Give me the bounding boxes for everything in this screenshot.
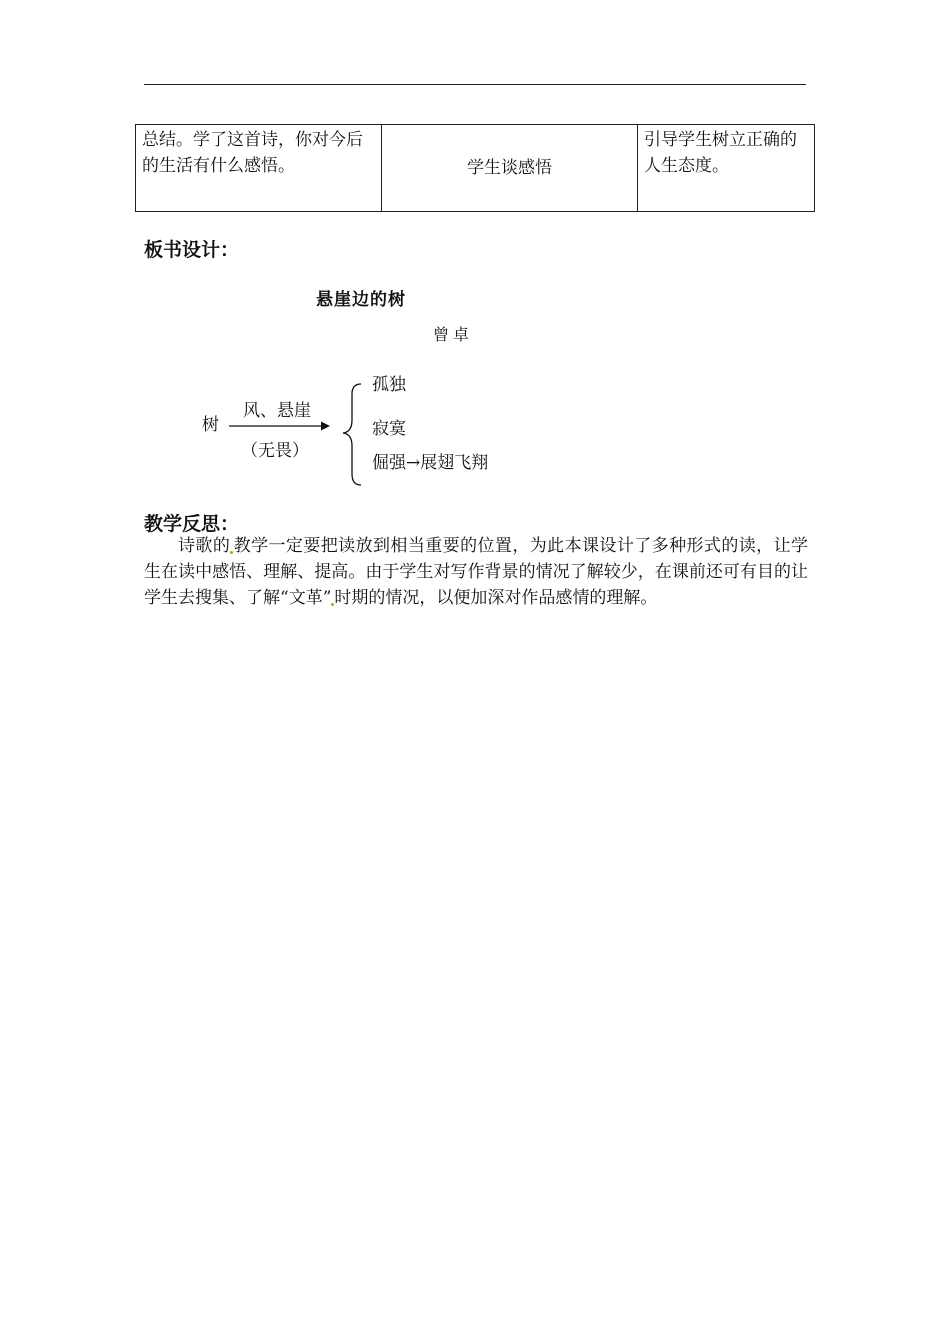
reflection-paragraph — [144, 533, 808, 611]
branch-item: 孤独 — [372, 375, 406, 395]
reflection-text: 时期的情况，以便加深对作品感情的理解。 — [334, 588, 658, 608]
arrow-top-label: 风、悬崖 — [243, 401, 311, 421]
reflection-text: 教学一定要把读放到相当重要的位置，为此本课设计了多种形式的读，让学生在读中感悟、理解、提高。由于学生对写作背景的情况了解较少，在课前还可有目的让学生去搜集、了解“文革” — [144, 536, 808, 608]
table-cell-student-activity: 学生谈感悟 — [382, 125, 638, 212]
branch-item: 倔强→展翅飞翔 — [372, 453, 489, 470]
branch-item-clipped — [360, 452, 530, 470]
reflection-text: 诗歌的 — [178, 536, 231, 556]
curly-brace-icon — [343, 384, 361, 485]
diagram-tree-label: 树 — [202, 415, 219, 435]
reflection-heading: 教学反思： — [144, 513, 240, 535]
board-design-heading: 板书设计： — [144, 239, 240, 261]
poem-author: 曾卓 — [433, 325, 474, 344]
poem-title: 悬崖边的树 — [316, 290, 406, 310]
table-cell-intent: 引导学生树立正确的人生态度。 — [638, 125, 815, 212]
branch-item: 寂寞 — [372, 419, 406, 439]
arrow-bottom-label: （无畏） — [241, 441, 309, 461]
table-cell-step: 总结。学了这首诗，你对今后的生活有什么感悟。 — [136, 125, 382, 212]
arrowhead-icon — [321, 422, 330, 431]
